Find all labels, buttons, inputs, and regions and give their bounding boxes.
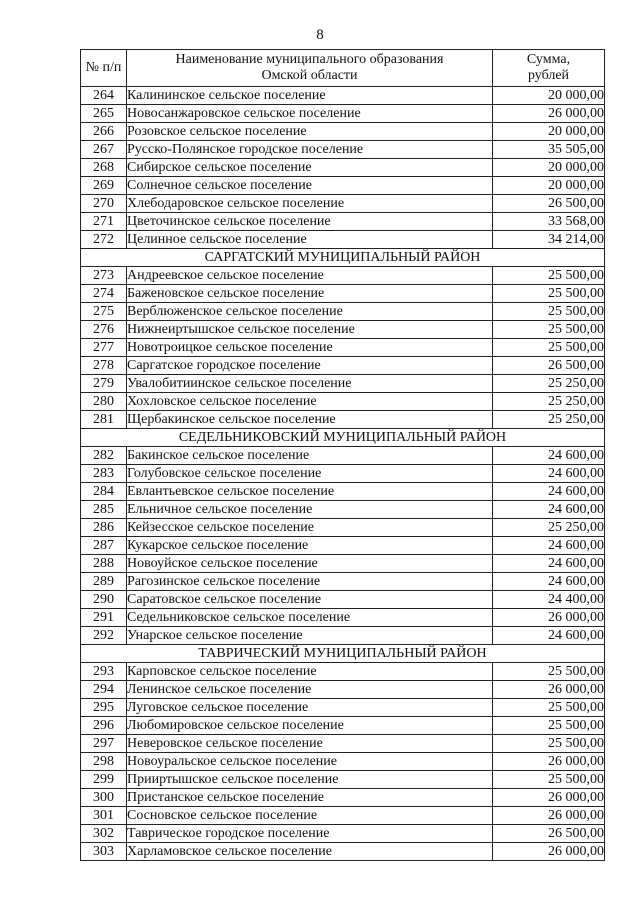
municipality-name: Саргатское городское поселение bbox=[127, 357, 493, 375]
amount: 25 500,00 bbox=[493, 699, 605, 717]
row-number: 283 bbox=[81, 465, 127, 483]
row-number: 294 bbox=[81, 681, 127, 699]
amount: 24 600,00 bbox=[493, 501, 605, 519]
amount: 20 000,00 bbox=[493, 159, 605, 177]
amount: 25 250,00 bbox=[493, 375, 605, 393]
row-number: 287 bbox=[81, 537, 127, 555]
amount: 26 000,00 bbox=[493, 753, 605, 771]
municipality-name: Евлантьевское сельское поселение bbox=[127, 483, 493, 501]
municipality-name: Саратовское сельское поселение bbox=[127, 591, 493, 609]
row-number: 289 bbox=[81, 573, 127, 591]
municipality-name: Хохловское сельское поселение bbox=[127, 393, 493, 411]
amount: 25 500,00 bbox=[493, 303, 605, 321]
amount: 25 500,00 bbox=[493, 771, 605, 789]
table-row bbox=[81, 267, 605, 285]
municipality-name: Унарское сельское поселение bbox=[127, 627, 493, 645]
municipality-name: Увалобитиинское сельское поселение bbox=[127, 375, 493, 393]
row-number: 293 bbox=[81, 663, 127, 681]
row-number: 281 bbox=[81, 411, 127, 429]
table-row bbox=[81, 285, 605, 303]
municipality-name: Неверовское сельское поселение bbox=[127, 735, 493, 753]
table-row bbox=[81, 483, 605, 501]
amount: 26 000,00 bbox=[493, 609, 605, 627]
table-row bbox=[81, 465, 605, 483]
amount: 25 500,00 bbox=[493, 267, 605, 285]
row-number: 300 bbox=[81, 789, 127, 807]
amount: 33 568,00 bbox=[493, 213, 605, 231]
row-number: 274 bbox=[81, 285, 127, 303]
row-number: 295 bbox=[81, 699, 127, 717]
amount: 25 250,00 bbox=[493, 393, 605, 411]
table-row bbox=[81, 735, 605, 753]
municipality-name: Цветочинское сельское поселение bbox=[127, 213, 493, 231]
amount: 24 600,00 bbox=[493, 483, 605, 501]
row-number: 266 bbox=[81, 123, 127, 141]
table-row bbox=[81, 411, 605, 429]
table-row bbox=[81, 789, 605, 807]
amount: 25 500,00 bbox=[493, 717, 605, 735]
amount: 24 600,00 bbox=[493, 555, 605, 573]
table-row bbox=[81, 609, 605, 627]
municipality-name: Голубовское сельское поселение bbox=[127, 465, 493, 483]
table-row bbox=[81, 213, 605, 231]
row-number: 279 bbox=[81, 375, 127, 393]
table-row bbox=[81, 141, 605, 159]
header-name-line2: Омской области bbox=[261, 68, 358, 83]
amount: 25 500,00 bbox=[493, 339, 605, 357]
row-number: 297 bbox=[81, 735, 127, 753]
municipality-name: Розовское сельское поселение bbox=[127, 123, 493, 141]
table-row bbox=[81, 375, 605, 393]
municipality-name: Сосновское сельское поселение bbox=[127, 807, 493, 825]
row-number: 278 bbox=[81, 357, 127, 375]
row-number: 296 bbox=[81, 717, 127, 735]
district-title: САРГАТСКИЙ МУНИЦИПАЛЬНЫЙ РАЙОН bbox=[81, 249, 605, 267]
amount: 25 250,00 bbox=[493, 519, 605, 537]
row-number: 302 bbox=[81, 825, 127, 843]
amount: 20 000,00 bbox=[493, 123, 605, 141]
municipality-name: Рагозинское сельское поселение bbox=[127, 573, 493, 591]
table-row bbox=[81, 393, 605, 411]
table-row bbox=[81, 627, 605, 645]
municipality-name: Хлебодаровское сельское поселение bbox=[127, 195, 493, 213]
amount: 24 600,00 bbox=[493, 537, 605, 555]
table-row bbox=[81, 843, 605, 861]
table-row bbox=[81, 321, 605, 339]
amount: 26 000,00 bbox=[493, 843, 605, 861]
amount: 34 214,00 bbox=[493, 231, 605, 249]
amount: 24 600,00 bbox=[493, 447, 605, 465]
municipality-name: Кукарское сельское поселение bbox=[127, 537, 493, 555]
row-number: 264 bbox=[81, 87, 127, 105]
municipality-name: Сибирское сельское поселение bbox=[127, 159, 493, 177]
table-header bbox=[81, 50, 605, 87]
municipality-name: Ленинское сельское поселение bbox=[127, 681, 493, 699]
page-number: 8 bbox=[316, 27, 324, 43]
row-number: 272 bbox=[81, 231, 127, 249]
header-amount bbox=[493, 50, 605, 87]
table-row bbox=[81, 681, 605, 699]
table-row bbox=[81, 339, 605, 357]
table-row bbox=[81, 177, 605, 195]
municipality-name: Щербакинское сельское поселение bbox=[127, 411, 493, 429]
row-number: 276 bbox=[81, 321, 127, 339]
amount: 24 600,00 bbox=[493, 465, 605, 483]
row-number: 298 bbox=[81, 753, 127, 771]
table-row bbox=[81, 357, 605, 375]
table-row bbox=[81, 501, 605, 519]
table-row bbox=[81, 771, 605, 789]
row-number: 291 bbox=[81, 609, 127, 627]
table-body bbox=[81, 87, 605, 861]
municipality-name: Карповское сельское поселение bbox=[127, 663, 493, 681]
amount: 26 000,00 bbox=[493, 681, 605, 699]
header-amount-line2: рублей bbox=[527, 68, 570, 83]
municipality-name: Калининское сельское поселение bbox=[127, 87, 493, 105]
table-row bbox=[81, 699, 605, 717]
row-number: 299 bbox=[81, 771, 127, 789]
municipality-name: Седельниковское сельское поселение bbox=[127, 609, 493, 627]
row-number: 265 bbox=[81, 105, 127, 123]
row-number: 269 bbox=[81, 177, 127, 195]
table-row bbox=[81, 591, 605, 609]
amount: 25 500,00 bbox=[493, 321, 605, 339]
row-number: 268 bbox=[81, 159, 127, 177]
municipalities-table bbox=[80, 49, 605, 861]
row-number: 280 bbox=[81, 393, 127, 411]
municipality-name: Прииртышское сельское поселение bbox=[127, 771, 493, 789]
table-row bbox=[81, 519, 605, 537]
municipality-name: Луговское сельское поселение bbox=[127, 699, 493, 717]
municipality-name: Ельничное сельское поселение bbox=[127, 501, 493, 519]
row-number: 282 bbox=[81, 447, 127, 465]
municipality-name: Русско-Полянское городское поселение bbox=[127, 141, 493, 159]
amount: 26 500,00 bbox=[493, 357, 605, 375]
row-number: 290 bbox=[81, 591, 127, 609]
table-row bbox=[81, 663, 605, 681]
municipality-name: Таврическое городское поселение bbox=[127, 825, 493, 843]
amount: 26 000,00 bbox=[493, 789, 605, 807]
municipality-name: Андреевское сельское поселение bbox=[127, 267, 493, 285]
row-number: 273 bbox=[81, 267, 127, 285]
table-row bbox=[81, 447, 605, 465]
table-row bbox=[81, 87, 605, 105]
table-row bbox=[81, 753, 605, 771]
row-number: 267 bbox=[81, 141, 127, 159]
municipality-name: Целинное сельское поселение bbox=[127, 231, 493, 249]
amount: 25 250,00 bbox=[493, 411, 605, 429]
row-number: 303 bbox=[81, 843, 127, 861]
municipality-name: Верблюженское сельское поселение bbox=[127, 303, 493, 321]
table-row bbox=[81, 105, 605, 123]
table-row bbox=[81, 195, 605, 213]
row-number: 271 bbox=[81, 213, 127, 231]
row-number: 292 bbox=[81, 627, 127, 645]
row-number: 270 bbox=[81, 195, 127, 213]
table-row bbox=[81, 573, 605, 591]
municipality-name: Бакинское сельское поселение bbox=[127, 447, 493, 465]
amount: 35 505,00 bbox=[493, 141, 605, 159]
municipality-name: Баженовское сельское поселение bbox=[127, 285, 493, 303]
table-row bbox=[81, 825, 605, 843]
row-number: 288 bbox=[81, 555, 127, 573]
amount: 25 500,00 bbox=[493, 663, 605, 681]
district-title: ТАВРИЧЕСКИЙ МУНИЦИПАЛЬНЫЙ РАЙОН bbox=[81, 645, 605, 663]
row-number: 286 bbox=[81, 519, 127, 537]
amount: 20 000,00 bbox=[493, 177, 605, 195]
district-title: СЕДЕЛЬНИКОВСКИЙ МУНИЦИПАЛЬНЫЙ РАЙОН bbox=[81, 429, 605, 447]
district-row bbox=[81, 429, 605, 447]
table-row bbox=[81, 807, 605, 825]
amount: 26 000,00 bbox=[493, 105, 605, 123]
amount: 26 500,00 bbox=[493, 195, 605, 213]
header-name-line1: Наименование муниципального образования bbox=[175, 52, 444, 67]
table-row bbox=[81, 303, 605, 321]
header-name bbox=[127, 50, 493, 87]
amount: 24 400,00 bbox=[493, 591, 605, 609]
row-number: 301 bbox=[81, 807, 127, 825]
municipality-name: Новоуральское сельское поселение bbox=[127, 753, 493, 771]
municipality-name: Харламовское сельское поселение bbox=[127, 843, 493, 861]
municipality-name: Кейзесское сельское поселение bbox=[127, 519, 493, 537]
amount: 26 500,00 bbox=[493, 825, 605, 843]
header-row bbox=[81, 50, 605, 87]
municipality-name: Нижнеиртышское сельское поселение bbox=[127, 321, 493, 339]
amount: 20 000,00 bbox=[493, 87, 605, 105]
header-num: № п/п bbox=[81, 50, 127, 87]
row-number: 277 bbox=[81, 339, 127, 357]
municipality-name: Новоуйское сельское поселение bbox=[127, 555, 493, 573]
table-row bbox=[81, 717, 605, 735]
municipality-name: Солнечное сельское поселение bbox=[127, 177, 493, 195]
district-row bbox=[81, 645, 605, 663]
amount: 26 000,00 bbox=[493, 807, 605, 825]
municipality-name: Пристанское сельское поселение bbox=[127, 789, 493, 807]
row-number: 275 bbox=[81, 303, 127, 321]
row-number: 284 bbox=[81, 483, 127, 501]
municipality-name: Новосанжаровское сельское поселение bbox=[127, 105, 493, 123]
table-row bbox=[81, 123, 605, 141]
amount: 25 500,00 bbox=[493, 735, 605, 753]
amount: 24 600,00 bbox=[493, 573, 605, 591]
district-row bbox=[81, 249, 605, 267]
row-number: 285 bbox=[81, 501, 127, 519]
table-row bbox=[81, 159, 605, 177]
header-amount-line1: Сумма, bbox=[526, 52, 571, 67]
table-row bbox=[81, 537, 605, 555]
table-row bbox=[81, 231, 605, 249]
amount: 25 500,00 bbox=[493, 285, 605, 303]
municipality-name: Новотроицкое сельское поселение bbox=[127, 339, 493, 357]
municipality-name: Любомировское сельское поселение bbox=[127, 717, 493, 735]
table-row bbox=[81, 555, 605, 573]
amount: 24 600,00 bbox=[493, 627, 605, 645]
